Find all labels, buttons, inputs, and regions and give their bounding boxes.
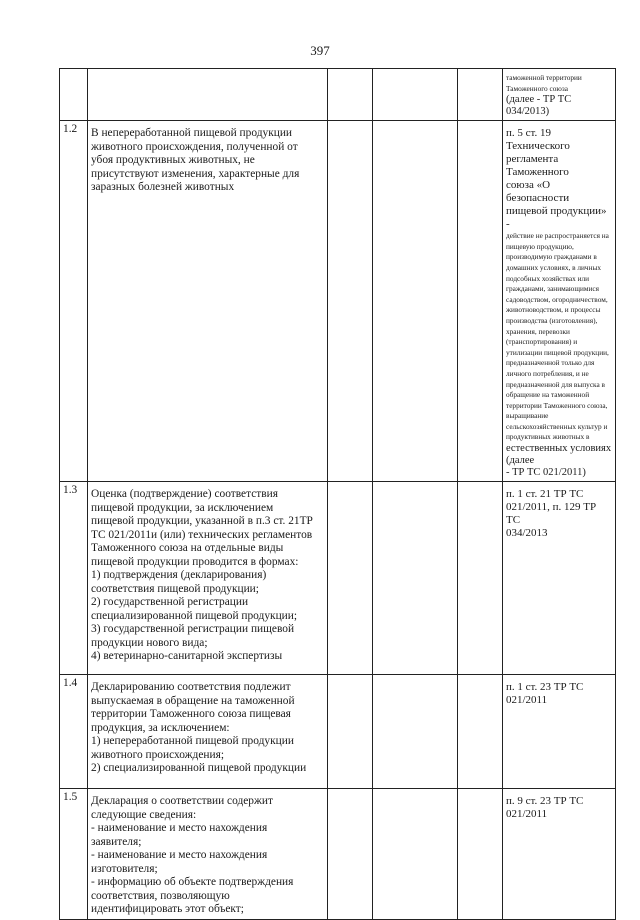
- empty-cell-b: [373, 789, 458, 920]
- reference-small-line: сельскохозяйственных культур и: [506, 421, 608, 431]
- requirement-line: 2) специализированной пищевой продукции: [91, 762, 307, 775]
- reference-line: 021/2011: [506, 808, 548, 821]
- reference-small-line: действие не распространяется на: [506, 231, 609, 241]
- reference-line: союза «О безопасности: [506, 179, 570, 205]
- requirement-line: специализированной пищевой продукции;: [91, 609, 298, 622]
- requirement-text: [88, 675, 328, 789]
- reference-cell: [503, 789, 616, 920]
- requirement-line: - наименование и место нахождения: [91, 822, 268, 835]
- item-number: [60, 69, 88, 121]
- reference-small-line: (транспортирования) и: [506, 337, 578, 347]
- requirement-line: 2) государственной регистрации: [91, 596, 249, 609]
- reference-small-line: обращение на таможенной: [506, 390, 590, 400]
- reference-tail-line: - ТР ТС 021/2011): [506, 467, 586, 479]
- requirement-line: Таможенного союза на отдельные виды: [91, 542, 284, 555]
- item-number: 1.5: [60, 789, 88, 920]
- requirement-line: В непереработанной пищевой продукции: [91, 127, 293, 140]
- requirement-line: пищевой продукции, указанной в п.3 ст. 21ТР: [91, 515, 313, 528]
- reference-small-line: производства (изготовления),: [506, 315, 598, 325]
- requirement-line: 3) государственной регистрации пищевой: [91, 623, 295, 636]
- requirement-line: следующие сведения:: [91, 808, 197, 821]
- empty-cell-c: [458, 789, 503, 920]
- empty-cell-c: [458, 121, 503, 482]
- reference-small-line: хранения, перевозки: [506, 326, 570, 336]
- requirements-table: [59, 68, 616, 920]
- empty-cell-c: [458, 482, 503, 675]
- requirement-text: [88, 482, 328, 675]
- reference-line: регламента Таможенного: [506, 153, 569, 179]
- reference-cell: [503, 69, 616, 121]
- reference-small-line: предназначенной только для: [506, 358, 595, 368]
- requirement-line: животного происхождения, полученной от: [91, 140, 298, 153]
- empty-cell-a: [328, 482, 373, 675]
- requirement-line: соответствия, позволяющую: [91, 889, 230, 902]
- page-number: 397: [310, 43, 330, 58]
- requirement-line: соответствия пищевой продукции;: [91, 582, 259, 595]
- reference-line: 021/2011: [506, 694, 548, 707]
- empty-cell-a: [328, 121, 373, 482]
- empty-cell-a: [328, 69, 373, 121]
- reference-small-line: выращивание: [506, 411, 549, 421]
- reference-small-line: таможенной территории: [506, 73, 582, 82]
- requirement-line: пищевой продукции проводится в формах:: [91, 555, 299, 568]
- requirement-line: Декларация о соответствии содержит: [91, 795, 273, 808]
- reference-line: п. 1 ст. 21 ТР ТС: [506, 488, 584, 501]
- reference-line: п. 9 ст. 23 ТР ТС: [506, 795, 584, 808]
- empty-cell-a: [328, 675, 373, 789]
- reference-small-line: садоводством, огородничеством,: [506, 294, 608, 304]
- reference-small-line: предназначенной для выпуска в: [506, 379, 605, 389]
- reference-small-line: животноводством, и процессы: [506, 305, 601, 315]
- requirement-line: выпускаемая в обращение на таможенной: [91, 694, 295, 707]
- reference-line: п. 1 ст. 23 ТР ТС: [506, 681, 584, 694]
- reference-small-line: подсобных хозяйствах или: [506, 273, 590, 283]
- empty-cell-a: [328, 789, 373, 920]
- requirement-line: продукции нового вида;: [91, 636, 208, 649]
- reference-tail-line: естественных условиях (далее: [506, 443, 612, 467]
- empty-cell-c: [458, 69, 503, 121]
- requirement-line: пищевой продукции, за исключением: [91, 501, 274, 514]
- reference-cell: [503, 121, 616, 482]
- requirement-line: - наименование и место нахождения: [91, 849, 268, 862]
- item-number: 1.2: [60, 121, 88, 482]
- reference-small-line: продуктивных животных в: [506, 432, 590, 442]
- empty-cell-b: [373, 482, 458, 675]
- requirement-line: 1) непереработанной пищевой продукции: [91, 735, 294, 748]
- reference-small-line: домашних условиях, в личных: [506, 262, 602, 272]
- table-row: [60, 482, 616, 675]
- requirement-line: присутствуют изменения, характерные для: [91, 167, 300, 180]
- requirement-line: Оценка (подтверждение) соответствия: [91, 488, 278, 501]
- requirement-line: убоя продуктивных животных, не: [91, 154, 255, 167]
- reference-small-line: гражданами, занимающимися: [506, 284, 600, 294]
- requirement-line: территории Таможенного союза пищевая: [91, 708, 291, 721]
- reference-cell: [503, 675, 616, 789]
- requirement-text: [88, 69, 328, 121]
- item-number: 1.4: [60, 675, 88, 789]
- reference-small-line: территории Таможенного союза,: [506, 400, 608, 410]
- requirement-text: [88, 789, 328, 920]
- reference-small-line: утилизации пищевой продукции,: [506, 347, 609, 357]
- requirement-line: продукция, за исключением:: [91, 721, 230, 734]
- requirement-line: изготовителя;: [91, 862, 158, 875]
- requirement-line: заразных болезней животных: [91, 181, 235, 194]
- empty-cell-b: [373, 121, 458, 482]
- table-row: [60, 121, 616, 482]
- empty-cell-b: [373, 69, 458, 121]
- item-number: 1.3: [60, 482, 88, 675]
- table-row: [60, 675, 616, 789]
- requirement-text: [88, 121, 328, 482]
- reference-line: п. 5 ст. 19 Технического: [506, 127, 570, 153]
- requirement-line: заявителя;: [91, 835, 142, 848]
- reference-small-line: производимую гражданами в: [506, 252, 597, 262]
- reference-line: 034/2013: [506, 527, 548, 540]
- requirement-line: животного происхождения;: [91, 748, 224, 761]
- reference-line: 021/2011, п. 129 ТР ТС: [506, 501, 597, 527]
- table-row: [60, 789, 616, 920]
- reference-line: пищевой продукции» -: [506, 205, 607, 231]
- requirement-line: идентифицировать этот объект;: [91, 903, 244, 916]
- empty-cell-c: [458, 675, 503, 789]
- requirement-line: 1) подтверждения (декларирования): [91, 569, 267, 582]
- reference-small-line: пищевую продукцию,: [506, 241, 574, 251]
- table-row: [60, 69, 616, 121]
- reference-small-line: Таможенного союза: [506, 83, 568, 93]
- requirement-line: Декларированию соответствия подлежит: [91, 681, 291, 694]
- reference-cell: [503, 482, 616, 675]
- requirement-line: - информацию об объекте подтверждения: [91, 876, 294, 889]
- reference-small-line: личного потребления, и не: [506, 368, 589, 378]
- requirement-line: ТС 021/2011и (или) технических регламентов: [91, 528, 313, 541]
- reference-tail-line: (далее - ТР ТС 034/2013): [506, 94, 572, 118]
- empty-cell-b: [373, 675, 458, 789]
- requirement-line: 4) ветеринарно-санитарной экспертизы: [91, 650, 283, 663]
